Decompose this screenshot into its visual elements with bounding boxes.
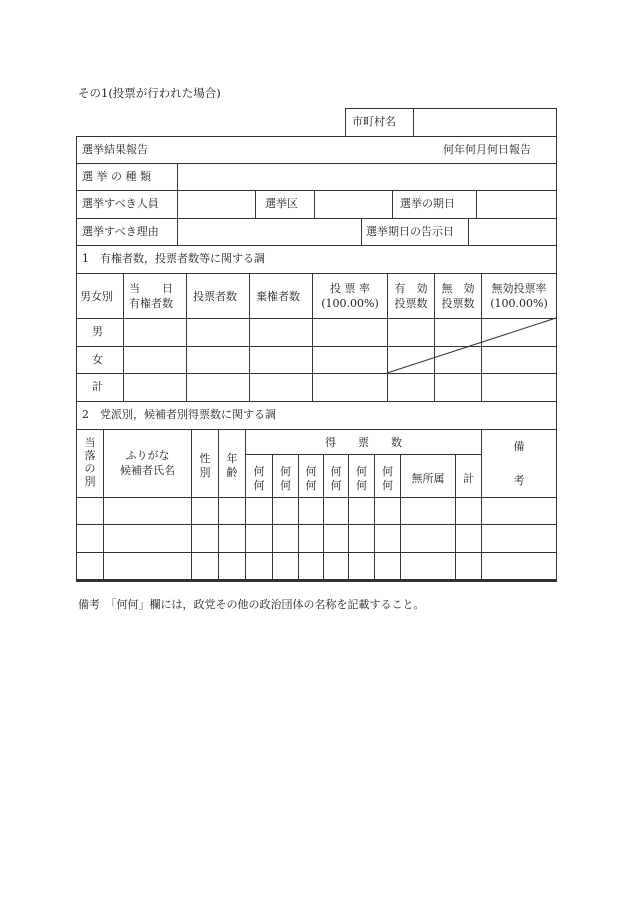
header-votes: 得 票 数 — [325, 436, 402, 449]
header-invalid-count: 投票数 — [441, 297, 475, 310]
header-independent: 無所属 — [411, 472, 445, 485]
header-party-e-1: 何 — [356, 465, 367, 478]
row-total: 計 — [92, 380, 103, 393]
header-invalid-rate: 無効投票率 — [491, 282, 547, 295]
section1-title: 1 有権者数，投票者数等に関する調 — [82, 252, 265, 265]
header-party-b-2: 何 — [280, 479, 291, 492]
report-title: 選挙結果報告 — [82, 143, 148, 156]
notice-date-label: 選挙期日の告示日 — [366, 225, 454, 238]
header-rate-percent: (100.00%) — [321, 297, 379, 310]
header-furigana: ふりがな — [125, 449, 170, 462]
header-invalid: 無 効 — [441, 282, 475, 295]
header-party-c-2: 何 — [305, 479, 317, 492]
header-rate: 投 票 率 — [330, 282, 370, 295]
header-party-a-1: 何 — [253, 465, 265, 478]
row-female: 女 — [92, 353, 103, 366]
header-party-d-2: 何 — [330, 479, 342, 492]
election-type-label: 選 挙 の 種 類 — [82, 170, 151, 183]
header-ballots: 投票者数 — [193, 290, 237, 303]
header-total: 計 — [463, 472, 474, 485]
reason-label: 選挙すべき理由 — [82, 225, 159, 238]
district-label: 選挙区 — [265, 197, 298, 210]
header-sex-1: 性 — [199, 452, 211, 465]
header-age-1: 年 — [226, 452, 238, 465]
header-age-2: 齢 — [226, 466, 238, 479]
header-candidate: 候補者氏名 — [120, 464, 175, 477]
form-caption: その1(投票が行われた場合) — [78, 86, 221, 100]
header-party-d-1: 何 — [330, 465, 342, 478]
header-remarks-2: 考 — [513, 474, 525, 487]
header-gender: 男女別 — [80, 290, 113, 303]
section2-title: 2 党派別，候補者別得票数に関する調 — [82, 408, 276, 421]
header-party-e-2: 何 — [356, 479, 367, 492]
header-invalid-rate-percent: (100.00%) — [490, 297, 548, 310]
header-voters-count: 有権者数 — [129, 297, 173, 310]
header-abstained: 棄権者数 — [256, 290, 300, 303]
report-date-label: 何年何月何日報告 — [443, 143, 531, 156]
header-elected-1: 当 — [84, 436, 96, 449]
header-elected-4: 別 — [84, 475, 96, 488]
header-voters-day: 当 日 — [129, 282, 173, 295]
header-elected-2: 落 — [84, 449, 96, 462]
header-party-f-2: 何 — [382, 479, 393, 492]
municipality-label: 市町村名 — [352, 115, 396, 128]
footnote: 備考 「何何」欄には，政党その他の政治団体の名称を記載すること。 — [78, 598, 425, 611]
row-male: 男 — [92, 325, 103, 338]
header-party-b-1: 何 — [280, 465, 291, 478]
header-valid-count: 投票数 — [394, 297, 428, 310]
header-party-c-1: 何 — [305, 465, 317, 478]
election-date-label: 選挙の期日 — [400, 197, 455, 210]
header-valid: 有 効 — [394, 282, 428, 295]
header-elected-3: の — [84, 462, 96, 475]
persons-label: 選挙すべき人員 — [82, 197, 159, 210]
header-party-a-2: 何 — [253, 479, 265, 492]
header-sex-2: 別 — [199, 466, 211, 479]
header-remarks-1: 備 — [513, 440, 525, 453]
header-party-f-1: 何 — [382, 465, 393, 478]
